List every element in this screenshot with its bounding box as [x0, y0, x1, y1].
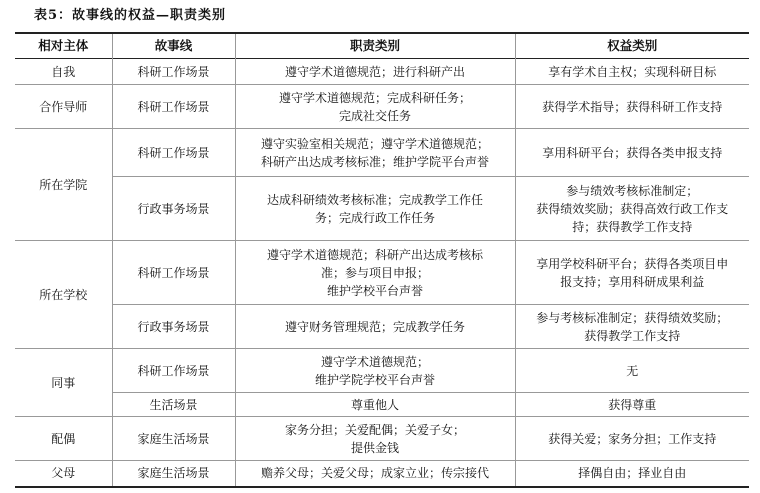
table-row — [15, 349, 749, 393]
cell-storyline: 科研工作场景 — [112, 85, 235, 129]
cell-duty: 遵守学术道德规范；科研产出达成考核标 准；参与项目申报； 维护学校平台声誉 — [235, 241, 515, 305]
cell-duty: 遵守财务管理规范；完成教学任务 — [235, 305, 515, 349]
cell-right: 享有学术自主权；实现科研目标 — [515, 59, 749, 85]
table-row — [15, 305, 749, 349]
cell-subject: 所在学院 — [15, 129, 112, 241]
cell-right: 获得学术指导；获得科研工作支持 — [515, 85, 749, 129]
table-row — [15, 393, 749, 417]
cell-right: 参与绩效考核标准制定； 获得绩效奖励；获得高效行政工作支 持；获得教学工作支持 — [515, 177, 749, 241]
header-right-category: 权益类别 — [515, 33, 749, 59]
cell-storyline: 生活场景 — [112, 393, 235, 417]
cell-subject: 同事 — [15, 349, 112, 417]
cell-subject: 合作导师 — [15, 85, 112, 129]
cell-subject: 父母 — [15, 461, 112, 487]
table-header-row — [15, 33, 749, 59]
rights-duties-table — [15, 32, 749, 488]
table-row — [15, 461, 749, 487]
cell-duty: 赡养父母；关爱父母；成家立业；传宗接代 — [235, 461, 515, 487]
table-row — [15, 417, 749, 461]
table-row — [15, 177, 749, 241]
table-row — [15, 129, 749, 177]
header-storyline: 故事线 — [112, 33, 235, 59]
header-duty-category: 职责类别 — [235, 33, 515, 59]
cell-storyline: 科研工作场景 — [112, 59, 235, 85]
header-subject: 相对主体 — [15, 33, 112, 59]
cell-duty: 尊重他人 — [235, 393, 515, 417]
cell-storyline: 科研工作场景 — [112, 129, 235, 177]
cell-storyline: 科研工作场景 — [112, 241, 235, 305]
cell-right: 享用科研平台；获得各类申报支持 — [515, 129, 749, 177]
cell-storyline: 行政事务场景 — [112, 305, 235, 349]
cell-right: 择偶自由；择业自由 — [515, 461, 749, 487]
table-row — [15, 241, 749, 305]
cell-storyline: 家庭生活场景 — [112, 461, 235, 487]
cell-duty: 遵守学术道德规范；进行科研产出 — [235, 59, 515, 85]
cell-duty: 遵守学术道德规范；完成科研任务； 完成社交任务 — [235, 85, 515, 129]
cell-duty: 遵守实验室相关规范；遵守学术道德规范； 科研产出达成考核标准；维护学院平台声誉 — [235, 129, 515, 177]
table-row — [15, 59, 749, 85]
cell-duty: 家务分担；关爱配偶；关爱子女； 提供金钱 — [235, 417, 515, 461]
cell-right: 获得关爱；家务分担；工作支持 — [515, 417, 749, 461]
table-row — [15, 85, 749, 129]
cell-right: 无 — [515, 349, 749, 393]
cell-storyline: 行政事务场景 — [112, 177, 235, 241]
cell-subject: 配偶 — [15, 417, 112, 461]
cell-storyline: 科研工作场景 — [112, 349, 235, 393]
cell-right: 参与考核标准制定；获得绩效奖励； 获得教学工作支持 — [515, 305, 749, 349]
cell-duty: 达成科研绩效考核标准；完成教学工作任 务；完成行政工作任务 — [235, 177, 515, 241]
cell-storyline: 家庭生活场景 — [112, 417, 235, 461]
cell-subject: 所在学校 — [15, 241, 112, 349]
cell-right: 享用学校科研平台；获得各类项目申 报支持；享用科研成果利益 — [515, 241, 749, 305]
cell-right: 获得尊重 — [515, 393, 749, 417]
table-caption: 表5：故事线的权益—职责类别 — [34, 8, 227, 23]
cell-subject: 自我 — [15, 59, 112, 85]
cell-duty: 遵守学术道德规范； 维护学院学校平台声誉 — [235, 349, 515, 393]
